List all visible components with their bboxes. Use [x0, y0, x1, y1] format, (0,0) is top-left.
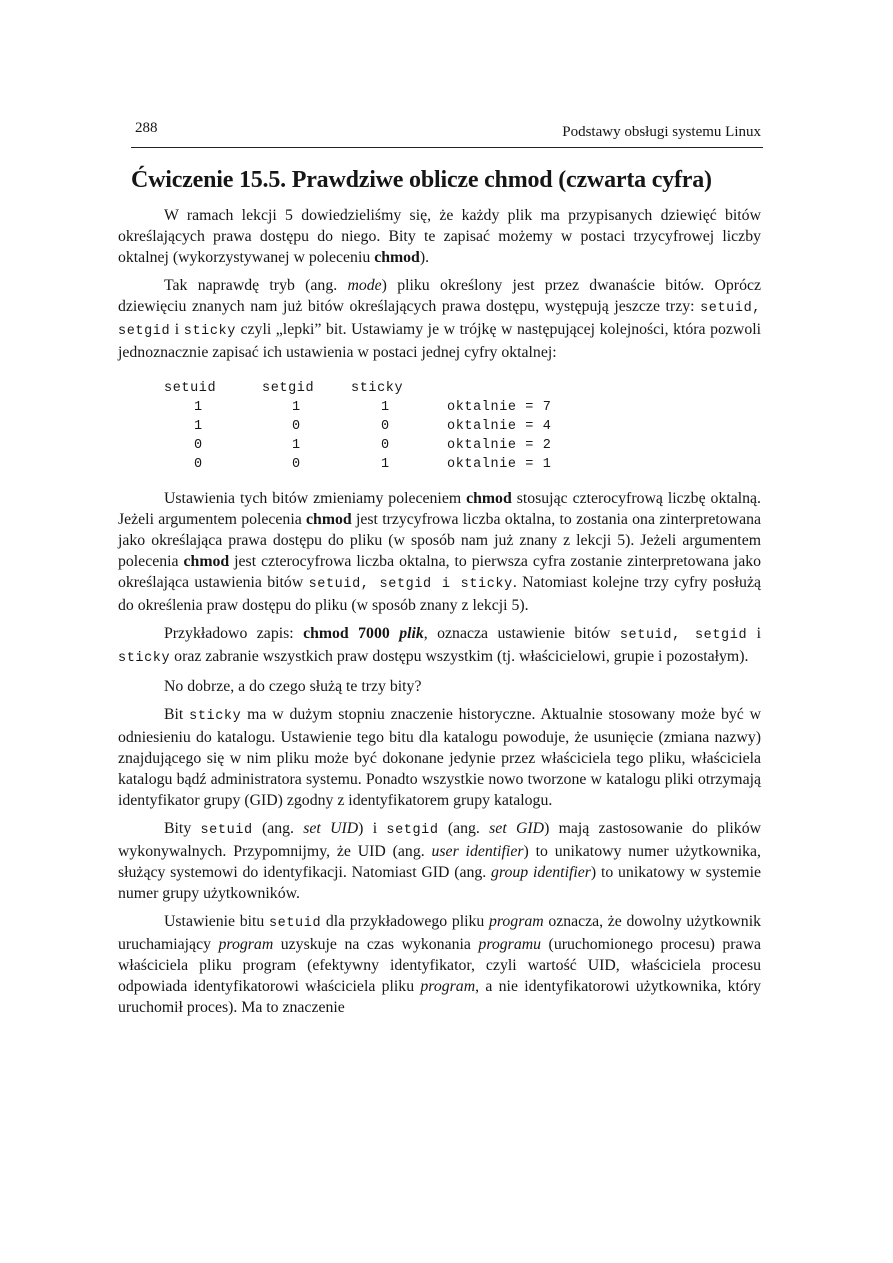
cell-setgid: 1: [292, 400, 301, 415]
p8-text-2: dla przykładowego pliku: [321, 913, 489, 930]
cell-sticky: 0: [381, 438, 390, 453]
p4-text: Przykładowo zapis:: [164, 625, 304, 642]
p4-file-arg: plik: [399, 625, 424, 642]
p7-text-4: (ang.: [438, 820, 490, 837]
p3-text-4: jest czterocyfrowa liczba oktalna, to pierwsza cyfra zostanie zinterpretowana jako określająca ustawienia bitów: [118, 553, 762, 591]
p8-text-3: oznacza, że dowolny użytkownik uruchamiający: [118, 913, 761, 953]
p3-text-end: . Natomiast kolejne trzy cyfry posłużą do określenia praw dostępu do pliku (w sposób znany z lekcji 5).: [118, 574, 761, 614]
p7-text-3: ) i: [358, 820, 387, 837]
p4-conj: i: [747, 625, 761, 642]
page-number: 288: [135, 120, 158, 136]
p3-text: Ustawienia tych bitów zmieniamy poleceniem: [164, 490, 467, 507]
p6-text-end: ma w dużym stopniu znaczenie historyczne. Aktualnie stosowany może być w odniesieniu do katalogu. Ustawienie tego bitu dla katalogu powoduje, że usunięcie (zmiana nazwy) znajdującego się w nim pliku może być dokonane jedynie przez właściciela tego pliku, właściciela katalogu bądź administratora systemu. Ponadto wszystkie nowo tworzone w katalogu pliki otrzymają identyfikator grupy (GID) zgodny z identyfikatorem grupy katalogu.: [118, 706, 761, 809]
header-setuid: setuid: [164, 381, 217, 396]
p7-text-6: ) to unikatowy numer użytkownika, służący systemowi do identyfikacji. Natomiast GID (ang.: [118, 843, 761, 881]
paragraph-7: [118, 818, 761, 904]
p3-command: chmod: [466, 490, 512, 507]
p7-term-user-identifier: user identifier: [431, 843, 524, 860]
p8-term-program-2: program: [218, 936, 274, 953]
p3-text-2: stosując czterocyfrową liczbę oktalną. Jeżeli argumentem polecenia: [118, 490, 761, 528]
table-row: [164, 455, 551, 474]
p2-text-mid: ) pliku określony jest przez dwanaście bitów. Oprócz dziewięciu znanych nam już bitów określających prawa dostępu, występują jeszcze trzy:: [118, 277, 761, 315]
running-head: Podstawy obsługi systemu Linux: [562, 124, 761, 140]
table-row: [164, 398, 551, 417]
body-text: [118, 205, 761, 1025]
p2-text: Tak naprawdę tryb (ang.: [164, 277, 348, 294]
p7-text-2: (ang.: [252, 820, 304, 837]
paragraph-6: [118, 704, 761, 811]
p8-term-programu: programu: [478, 936, 542, 953]
paragraph-4: [118, 623, 761, 669]
p7-term-group-identifier: group identifier: [491, 864, 591, 881]
p8-text-end: , a nie identyfikatorowi użytkownika, który uruchomił proces). Ma to znaczenie: [118, 978, 762, 1016]
p7-code-setgid: setgid: [386, 823, 439, 838]
p6-text: Bit: [164, 706, 190, 723]
cell-setgid: 1: [292, 438, 301, 453]
p8-term-program: program: [488, 913, 544, 930]
p8-text-4: uzyskuje na czas wykonania: [273, 936, 479, 953]
cell-sticky: 0: [381, 419, 390, 434]
p7-text-5: ) mają zastosowanie do plików wykonywalnych. Przypomnijmy, że UID (ang.: [118, 820, 762, 860]
p4-text-end: oraz zabranie wszystkich praw dostępu wszystkim (tj. właścicielowi, grupie i pozostałym).: [170, 648, 749, 665]
cell-octal: oktalnie = 7: [447, 400, 552, 415]
p8-text-5: (uruchomionego procesu) prawa właściciela pliku program (efektywny identyfikator, czyli wartość UID, właściciela procesu odpowiada identyfikatorowi właściciela pliku: [118, 936, 761, 995]
paragraph-8: [118, 911, 761, 1018]
p8-text: Ustawienie bitu: [164, 913, 269, 930]
p4-text-2: , oznacza ustawienie bitów: [423, 625, 620, 642]
header-octal: [447, 379, 551, 398]
cell-octal: oktalnie = 1: [447, 457, 552, 472]
p8-term-program-3: program: [420, 978, 476, 995]
p2-code-sticky: sticky: [183, 324, 236, 339]
p7-code-setuid: setuid: [200, 823, 253, 838]
cell-setgid: 0: [292, 419, 301, 434]
cell-setuid: 1: [194, 400, 203, 415]
cell-octal: oktalnie = 2: [447, 438, 552, 453]
cell-setuid: 0: [194, 457, 203, 472]
section-title: Ćwiczenie 15.5. Prawdziwe oblicze chmod (czwarta cyfra): [131, 167, 712, 193]
p6-code-sticky: sticky: [189, 709, 242, 724]
p4-code-sticky: sticky: [118, 651, 171, 666]
p2-conj: i: [170, 321, 184, 338]
table-row: [164, 417, 551, 436]
p7-text-end: ) to unikatowy w systemie numer grupy użytkowników.: [118, 864, 761, 902]
table-row: [164, 436, 551, 455]
paragraph-2: [118, 275, 761, 363]
p2-code-setuid-setgid: setuid, setgid: [118, 301, 761, 339]
p1-text-end: ).: [419, 249, 430, 266]
cell-setuid: 0: [194, 438, 203, 453]
table-header-row: [164, 379, 551, 398]
p3-code-bits: setuid, setgid i sticky: [308, 577, 513, 592]
paragraph-1: [118, 205, 761, 268]
cell-setgid: 0: [292, 457, 301, 472]
p1-command: chmod: [374, 249, 420, 266]
header-sticky: sticky: [351, 381, 404, 396]
cell-sticky: 1: [381, 400, 390, 415]
p2-text-end: czyli „lepki” bit. Ustawiamy je w trójkę w następującej kolejności, która pozwoli jednoznacznie zapisać ich ustawienia w postaci jednej cyfry oktalnej:: [118, 321, 761, 361]
p7-term-set-gid: set GID: [489, 820, 545, 837]
p4-code-setuid-setgid: setuid, setgid: [619, 628, 748, 643]
p1-text: W ramach lekcji 5 dowiedzieliśmy się, że każdy plik ma przypisanych dziewięć bitów określających prawa dostępu do niego. Bity te zapisać możemy w postaci trzycyfrowej liczby oktalnej (wykorzystywanej w poleceniu: [118, 207, 761, 266]
header-rule: [131, 147, 763, 148]
cell-setuid: 1: [194, 419, 203, 434]
p7-text: Bity: [164, 820, 201, 837]
cell-octal: oktalnie = 4: [447, 419, 552, 434]
paragraph-3: [118, 488, 761, 616]
p2-term: mode: [347, 277, 382, 294]
header-setgid: setgid: [262, 381, 315, 396]
p8-code-setuid: setuid: [268, 916, 322, 931]
p3-command-2: chmod: [306, 511, 352, 528]
bits-table: [164, 379, 551, 474]
p7-term-set-uid: set UID: [303, 820, 359, 837]
p3-text-3: jest trzycyfrowa liczba oktalna, to zostania ona zinterpretowana jako określająca prawa dostępu do pliku (w sposób nam już znany z lekcji 5). Jeżeli argumentem polecenia: [118, 511, 762, 570]
paragraph-5: No dobrze, a do czego służą te trzy bity?: [164, 678, 422, 695]
cell-sticky: 1: [381, 457, 390, 472]
p3-command-3: chmod: [183, 553, 230, 570]
p4-command: chmod 7000: [303, 625, 400, 642]
